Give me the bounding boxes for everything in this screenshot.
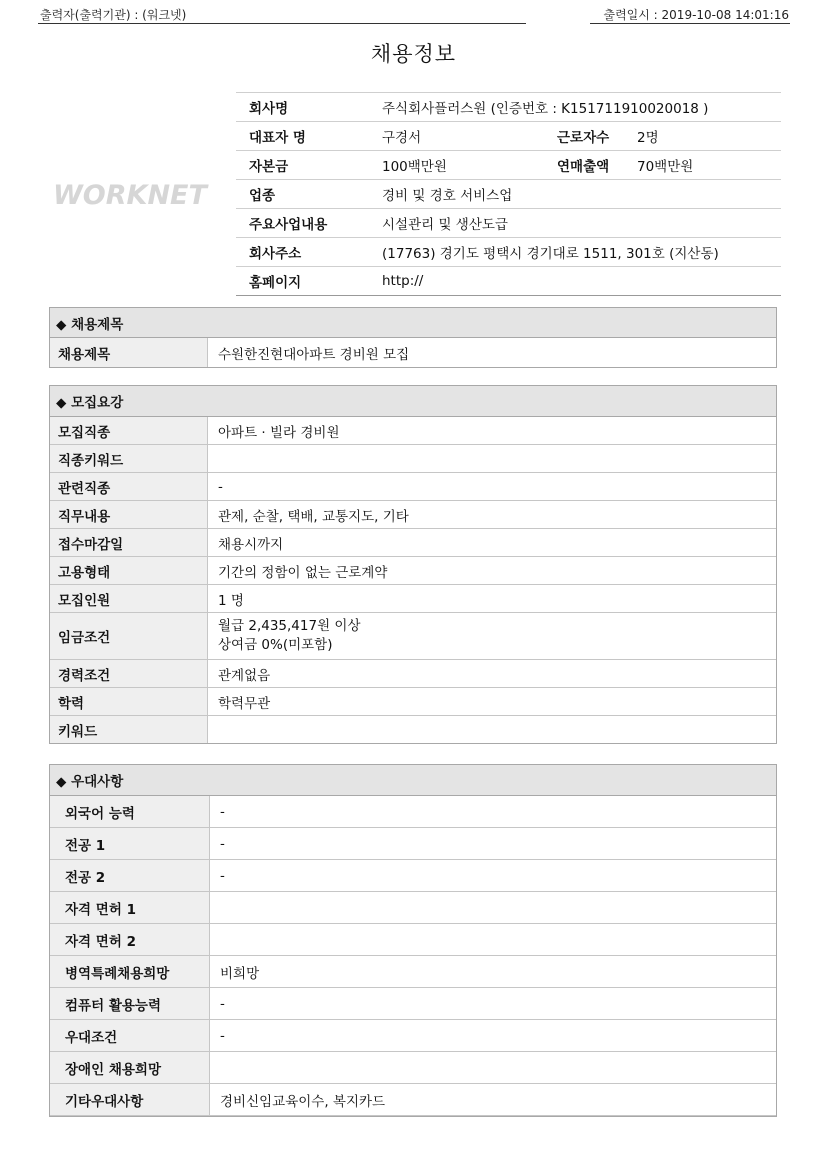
section-heading: ◆ 채용제목 [50,308,776,338]
company-row-industry [236,180,781,209]
capital-label: 자본금 [249,159,289,175]
row-label: 자격 면허 1 [50,892,210,923]
print-requester: 출력자(출력기관) : (워크넷) [40,8,187,22]
row-label: 관련직종 [50,473,208,500]
homepage-label: 홈페이지 [249,275,302,291]
table-row [50,1052,776,1084]
company-row-address [236,238,781,267]
ceo-label: 대표자 명 [249,130,306,146]
section-recruit-title [49,307,777,368]
header-divider-left [38,23,526,24]
company-row-homepage [236,267,781,296]
row-value [208,716,218,743]
row-label: 전공 1 [50,828,210,859]
row-value: - [218,478,223,495]
row-value: 비희망 [220,965,260,982]
row-value: 1 명 [218,592,244,609]
row-value [210,924,220,955]
table-row [50,716,776,743]
table-row [50,988,776,1020]
table-row [50,660,776,688]
wage-value [208,613,361,659]
capital-value: 100백만원 [382,159,447,175]
row-label: 고용형태 [50,557,208,584]
company-row-business [236,209,781,238]
wage-monthly: 월급 2,435,417원 이상 [218,618,361,634]
table-row [50,529,776,557]
row-label: 임금조건 [50,613,208,659]
row-value: 관계없음 [218,667,271,684]
row-value: - [220,995,225,1012]
sales-value: 70백만원 [637,159,694,175]
row-label: 채용제목 [50,338,208,367]
table-row [50,1084,776,1116]
worknet-logo: WORKNET [53,180,207,211]
row-value [210,892,220,923]
row-label: 학력 [50,688,208,715]
sales-label: 연매출액 [557,159,610,175]
table-row [50,417,776,445]
row-label: 우대조건 [50,1020,210,1051]
table-row [50,613,776,660]
business-value: 시설관리 및 생산도급 [382,217,508,233]
row-value: 기간의 정함이 없는 근로계약 [218,564,388,581]
section-heading: ◆ 모집요강 [50,386,776,417]
row-label: 자격 면허 2 [50,924,210,955]
table-row [50,1020,776,1052]
homepage-link[interactable]: http:// [382,273,424,289]
table-row [50,924,776,956]
row-value: 학력무관 [218,695,271,712]
row-label: 직종키워드 [50,445,208,472]
company-row-ceo [236,122,781,151]
row-value: - [220,803,225,820]
section-preferences [49,764,777,1117]
row-label: 전공 2 [50,860,210,891]
company-row-capital [236,151,781,180]
table-row [50,828,776,860]
table-row [50,473,776,501]
row-value: 관제, 순찰, 택배, 교통지도, 기타 [218,508,409,525]
table-row [50,892,776,924]
industry-value: 경비 및 경호 서비스업 [382,188,513,204]
table-row [50,585,776,613]
section-heading: ◆ 우대사항 [50,765,776,796]
company-row-name [236,92,781,122]
table-row [50,860,776,892]
row-value: 경비신임교육이수, 복지카드 [220,1093,386,1110]
table-row [50,557,776,585]
row-label: 모집직종 [50,417,208,444]
row-value: - [220,1027,225,1044]
table-row [50,338,776,367]
row-label: 키워드 [50,716,208,743]
table-row [50,501,776,529]
recruit-title-value: 수원한진현대아파트 경비원 모집 [218,346,410,363]
workers-label: 근로자수 [557,130,610,146]
row-label: 장애인 채용희망 [50,1052,210,1083]
row-label: 병역특례채용희망 [50,956,210,987]
row-value: 채용시까지 [218,536,284,553]
row-label: 경력조건 [50,660,208,687]
table-row [50,688,776,716]
row-label: 컴퓨터 활용능력 [50,988,210,1019]
address-value: (17763) 경기도 평택시 경기대로 1511, 301호 (지산동) [382,246,719,262]
row-label: 직무내용 [50,501,208,528]
row-value: 아파트 · 빌라 경비원 [218,424,340,441]
section-requirements [49,385,777,744]
header-divider-right [590,23,790,24]
print-datetime: 출력일시 : 2019-10-08 14:01:16 [603,8,789,22]
address-label: 회사주소 [249,246,302,262]
row-label: 모집인원 [50,585,208,612]
business-label: 주요사업내용 [249,217,328,233]
industry-label: 업종 [249,188,276,204]
company-info [236,92,781,296]
table-row [50,445,776,473]
ceo-value: 구경서 [382,130,422,146]
row-label: 접수마감일 [50,529,208,556]
row-label: 기타우대사항 [50,1084,210,1115]
wage-bonus: 상여금 0%(미포함) [218,637,333,653]
row-value [208,445,218,472]
row-label: 외국어 능력 [50,796,210,827]
table-row [50,956,776,988]
row-value: - [220,867,225,884]
workers-value: 2명 [637,130,659,146]
page-title: 채용정보 [370,42,457,66]
company-name-value: 주식회사플러스원 (인증번호 : K151711910020018 ) [382,101,709,117]
company-name-label: 회사명 [249,101,289,117]
table-row [50,796,776,828]
row-value [210,1052,220,1083]
row-value: - [220,835,225,852]
